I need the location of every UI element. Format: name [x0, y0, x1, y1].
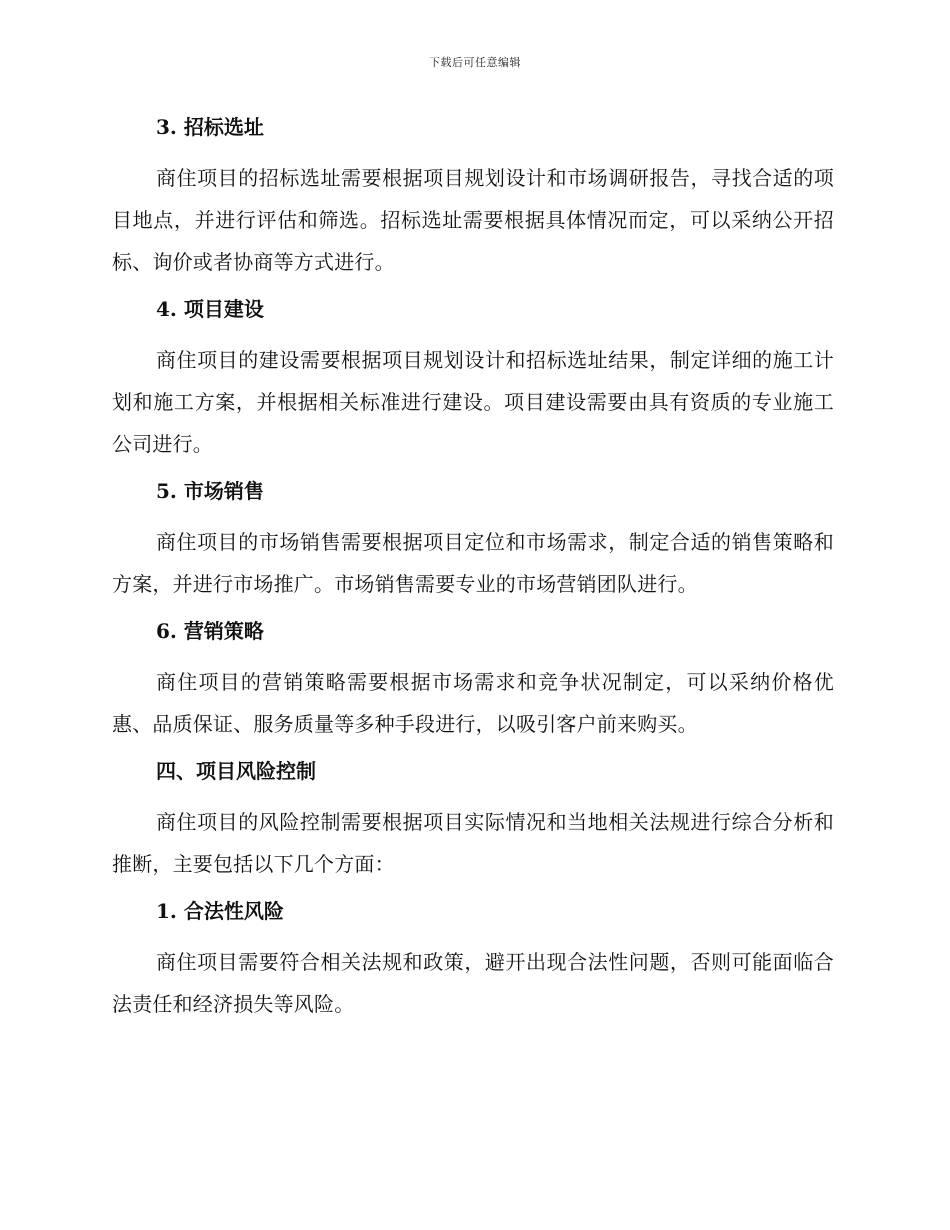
section-paragraph-5: 商住项目的市场销售需要根据项目定位和市场需求，制定合适的销售策略和方案，并进行市场推广。市场销售需要专业的市场营销团队进行。 — [112, 530, 834, 596]
chapter-heading-risk-control: 四、项目风险控制 — [156, 759, 316, 783]
section-heading-legal-risk: 1. 合法性风险 — [156, 899, 284, 923]
chapter-paragraph-risk-control: 商住项目的风险控制需要根据项目实际情况和当地相关法规进行综合分析和推断，主要包括以下几个方面： — [112, 810, 834, 876]
section-heading-5: 5. 市场销售 — [156, 479, 264, 503]
section-paragraph-3: 商住项目的招标选址需要根据项目规划设计和市场调研报告，寻找合适的项目地点，并进行评估和筛选。招标选址需要根据具体情况而定，可以采纳公开招标、询价或者协商等方式进行。 — [112, 166, 834, 274]
section-heading-4: 4. 项目建设 — [156, 297, 264, 321]
section-paragraph-6: 商住项目的营销策略需要根据市场需求和竞争状况制定，可以采纳价格优惠、品质保证、服务质量等多种手段进行，以吸引客户前来购买。 — [112, 670, 834, 736]
section-heading-6: 6. 营销策略 — [156, 619, 264, 643]
section-paragraph-legal-risk: 商住项目需要符合相关法规和政策，避开出现合法性问题，否则可能面临合法责任和经济损失等风险。 — [112, 950, 834, 1016]
section-heading-3: 3. 招标选址 — [156, 115, 264, 139]
header-note: 下载后可任意编辑 — [429, 56, 521, 69]
document-body — [112, 111, 834, 1035]
section-paragraph-4: 商住项目的建设需要根据项目规划设计和招标选址结果，制定详细的施工计划和施工方案，并根据相关标准进行建设。项目建设需要由具有资质的专业施工公司进行。 — [112, 348, 834, 456]
